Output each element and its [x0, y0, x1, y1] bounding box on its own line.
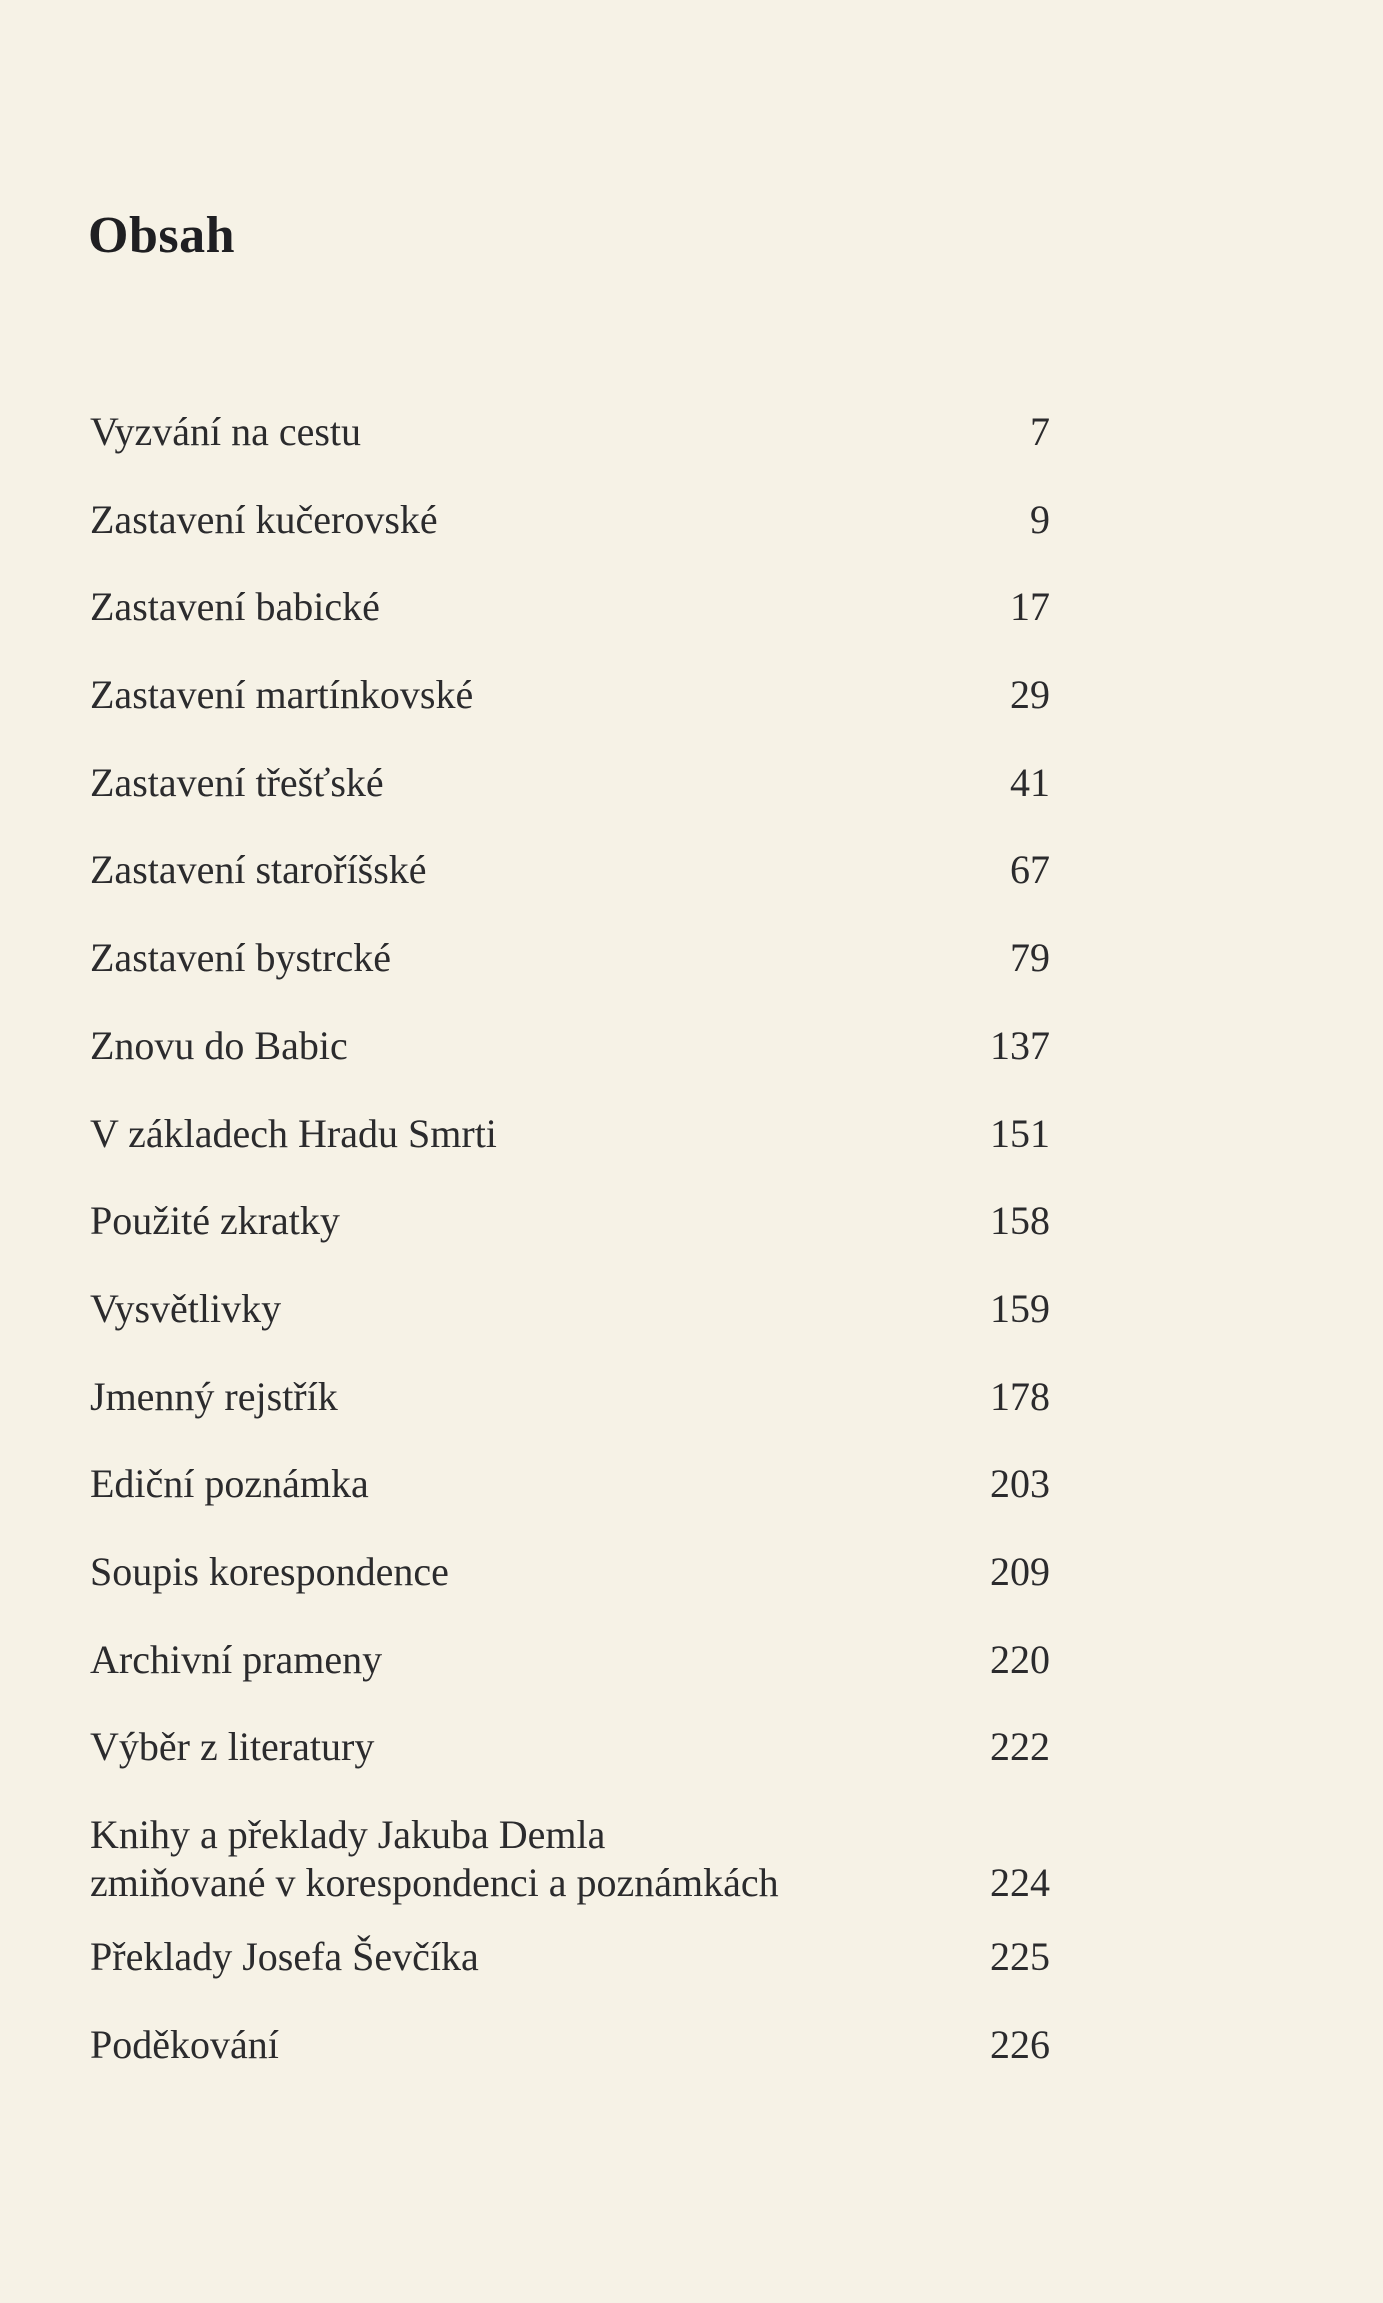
- toc-entry: [90, 1096, 1050, 1184]
- toc-entry-title: Zastavení staroříšské: [90, 847, 427, 893]
- toc-entry-page: 29: [1010, 672, 1050, 718]
- toc-entry: [90, 1709, 1050, 1797]
- toc-entry: [90, 482, 1050, 570]
- toc-entry-page: 224: [990, 1860, 1050, 1905]
- page-title: Obsah: [88, 207, 236, 264]
- toc-entry-title: Znovu do Babic: [90, 1022, 348, 1068]
- toc-entry: [90, 1622, 1050, 1710]
- toc-entry: [90, 1534, 1050, 1622]
- toc-entry-page: 225: [990, 1934, 1050, 1979]
- toc-entry: [90, 1797, 1050, 1919]
- toc-entry-page: 178: [990, 1373, 1050, 1419]
- toc-entry: [90, 1359, 1050, 1447]
- toc-entry: [90, 1919, 1050, 2007]
- toc-entry-title: Zastavení bystrcké: [90, 935, 391, 981]
- toc-entry: [90, 832, 1050, 920]
- toc-entry: [90, 1183, 1050, 1271]
- toc-entry-title: Použité zkratky: [90, 1198, 340, 1244]
- toc-entry: [90, 920, 1050, 1008]
- toc-entry-title: Poděkování: [90, 2021, 279, 2067]
- toc-entry-title: Archivní prameny: [90, 1636, 383, 1682]
- toc-entry: [90, 1271, 1050, 1359]
- toc-entry-page: 158: [990, 1198, 1050, 1244]
- toc-entry-title: Zastavení třešťské: [90, 759, 384, 805]
- toc-entry-title: Zastavení kučerovské: [90, 496, 438, 542]
- toc-entry-page: 203: [990, 1461, 1050, 1507]
- toc-entry-page: 220: [990, 1636, 1050, 1682]
- toc-entry-page: 151: [990, 1110, 1050, 1156]
- toc-entry-title: Výběr z literatury: [90, 1724, 375, 1770]
- toc-entry-page: 209: [990, 1548, 1050, 1594]
- toc-entry-page: 41: [1010, 759, 1050, 805]
- toc-entry-page: 7: [1030, 409, 1050, 454]
- toc-entry-title: Vyzvání na cestu: [90, 409, 362, 454]
- toc-entry-title: Zastavení babické: [90, 584, 380, 630]
- toc-entry-page: 226: [990, 2021, 1050, 2067]
- toc-entry: [90, 2007, 1050, 2095]
- toc-entry-title: Vysvětlivky: [90, 1285, 282, 1331]
- toc-entry-title: Soupis korespondence: [90, 1548, 449, 1594]
- toc-entry-page: 79: [1010, 935, 1050, 981]
- toc-entry: [90, 745, 1050, 833]
- toc-entry-page: 137: [990, 1022, 1050, 1068]
- toc-entry-title: Jmenný rejstřík: [90, 1373, 338, 1419]
- toc-entry: [90, 569, 1050, 657]
- toc-entry-page: 159: [990, 1285, 1050, 1331]
- toc-entry-title: Zastavení martínkovské: [90, 672, 474, 718]
- table-of-contents: [90, 394, 1050, 2094]
- toc-entry-page: 9: [1030, 496, 1050, 542]
- toc-entry: [90, 1446, 1050, 1534]
- toc-entry-page: 67: [1010, 847, 1050, 893]
- toc-entry: [90, 394, 1050, 482]
- toc-entry-page: 222: [990, 1724, 1050, 1770]
- toc-entry-page: 17: [1010, 584, 1050, 630]
- toc-entry-title: Překlady Josefa Ševčíka: [90, 1934, 479, 1979]
- toc-entry-title: Knihy a překlady Jakuba Demla zmiňované v korespondenci a poznámkách: [90, 1812, 779, 1905]
- toc-entry-title: V základech Hradu Smrti: [90, 1110, 497, 1156]
- toc-entry: [90, 1008, 1050, 1096]
- toc-entry: [90, 657, 1050, 745]
- toc-entry-title: Ediční poznámka: [90, 1461, 369, 1507]
